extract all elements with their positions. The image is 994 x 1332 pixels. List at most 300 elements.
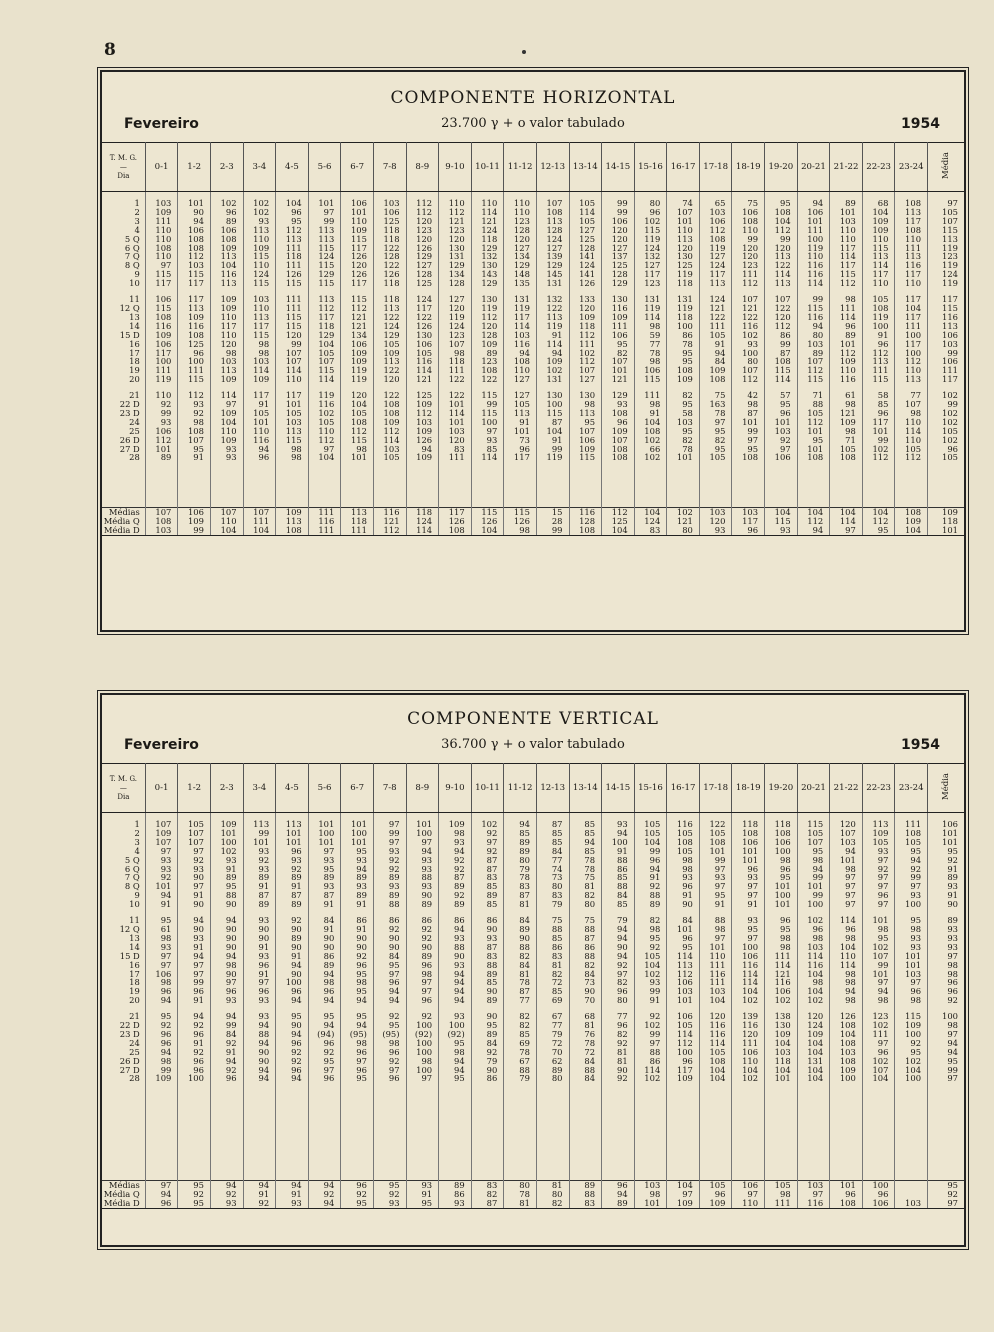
value-cell: 65: [699, 199, 732, 208]
value-cell: 96: [145, 1199, 178, 1208]
value-cell: 94: [439, 847, 472, 856]
value-cell: 112: [667, 970, 700, 979]
value-cell: 109: [699, 366, 732, 375]
value-cell: 117: [895, 295, 928, 304]
value-cell: 110: [243, 261, 276, 270]
value-cell: 97: [797, 1190, 830, 1199]
value-cell: 104: [634, 418, 667, 427]
value-cell: 94: [276, 1074, 309, 1083]
value-cell: 92: [276, 916, 309, 925]
value-cell: 117: [178, 279, 211, 288]
value-cell: 102: [895, 1057, 928, 1066]
value-cell: 92: [406, 934, 439, 943]
value-cell: 112: [569, 357, 602, 366]
value-cell: 93: [895, 891, 928, 900]
value-cell: 93: [210, 445, 243, 454]
value-cell: 104: [210, 261, 243, 270]
value-cell: 94: [308, 970, 341, 979]
value-cell: 97: [373, 1066, 406, 1075]
value-cell: 98: [634, 357, 667, 366]
value-cell: 93: [210, 996, 243, 1005]
value-cell: 124: [439, 322, 472, 331]
value-cell: 115: [797, 304, 830, 313]
value-cell: 111: [732, 1039, 765, 1048]
value-cell: 127: [504, 375, 537, 384]
value-cell: 101: [602, 366, 635, 375]
value-cell: 96: [862, 1190, 895, 1199]
value-cell: 113: [276, 235, 309, 244]
value-cell: 99: [862, 436, 895, 445]
value-cell: 101: [178, 199, 211, 208]
value-cell: 79: [471, 1057, 504, 1066]
hour-column-header: 20-21: [797, 143, 830, 192]
value-cell: 107: [732, 295, 765, 304]
month-label: Fevereiro: [124, 116, 199, 132]
value-cell: [895, 1181, 928, 1190]
value-cell: 96: [145, 987, 178, 996]
value-cell: 100: [862, 1181, 895, 1190]
value-cell: 94: [178, 952, 211, 961]
value-cell: 96: [667, 882, 700, 891]
value-cell: 93: [243, 916, 276, 925]
value-cell: 125: [406, 279, 439, 288]
value-cell: 115: [797, 820, 830, 829]
value-cell: 109: [536, 357, 569, 366]
value-cell: 112: [862, 453, 895, 462]
value-cell: 87: [471, 1199, 504, 1208]
value-cell: 101: [797, 427, 830, 436]
mean-cell: 92: [947, 1189, 958, 1200]
value-cell: 105: [308, 349, 341, 358]
row-label: 25: [102, 1048, 145, 1057]
value-cell: 121: [830, 409, 863, 418]
mean-cell: 97: [947, 950, 958, 961]
row-label: Médias: [102, 1181, 145, 1190]
value-cell: 106: [178, 226, 211, 235]
value-cell: 112: [406, 208, 439, 217]
value-cell: 97: [145, 847, 178, 856]
value-cell: 121: [341, 322, 374, 331]
value-cell: 93: [341, 856, 374, 865]
hour-column-header: 23-24: [895, 764, 928, 813]
value-cell: 98: [341, 445, 374, 454]
value-cell: 127: [504, 391, 537, 400]
value-cell: 92: [895, 1039, 928, 1048]
value-cell: 126: [569, 279, 602, 288]
hour-column-header: 7-8: [373, 143, 406, 192]
mean-cell: 119: [942, 260, 958, 271]
value-cell: 101: [765, 900, 798, 909]
value-cell: 90: [210, 943, 243, 952]
value-cell: 118: [341, 517, 374, 526]
value-cell: 104: [602, 526, 635, 535]
value-cell: 89: [439, 900, 472, 909]
value-cell: 101: [406, 820, 439, 829]
value-cell: 115: [830, 270, 863, 279]
value-cell: 94: [243, 1074, 276, 1083]
value-cell: 95: [308, 1012, 341, 1021]
value-cell: 108: [699, 235, 732, 244]
value-cell: 122: [765, 261, 798, 270]
value-cell: 77: [536, 856, 569, 865]
value-cell: 106: [797, 208, 830, 217]
row-label: 17: [102, 970, 145, 979]
value-cell: 115: [797, 375, 830, 384]
summary-row: [102, 526, 964, 535]
row-label: 2: [102, 208, 145, 217]
row-label: 16: [102, 961, 145, 970]
value-cell: 79: [504, 865, 537, 874]
value-cell: 116: [797, 961, 830, 970]
day-header-line: Dia: [117, 171, 130, 180]
value-cell: 100: [406, 1066, 439, 1075]
value-cell: 113: [862, 357, 895, 366]
value-cell: 89: [471, 891, 504, 900]
value-cell: 108: [178, 427, 211, 436]
value-cell: 139: [732, 1012, 765, 1021]
value-cell: 117: [341, 244, 374, 253]
value-cell: 105: [797, 829, 830, 838]
value-cell: 99: [895, 873, 928, 882]
value-cell: 82: [569, 891, 602, 900]
value-cell: 80: [536, 882, 569, 891]
row-label: 3: [102, 838, 145, 847]
value-cell: 113: [667, 235, 700, 244]
value-cell: 82: [569, 961, 602, 970]
value-cell: 124: [536, 235, 569, 244]
mean-cell: 94: [947, 1046, 958, 1057]
value-cell: 90: [373, 934, 406, 943]
value-cell: 113: [243, 820, 276, 829]
value-cell: 119: [145, 375, 178, 384]
value-cell: 101: [210, 829, 243, 838]
value-cell: 131: [536, 279, 569, 288]
value-cell: 120: [732, 1030, 765, 1039]
value-cell: 130: [765, 1021, 798, 1030]
value-cell: 88: [699, 916, 732, 925]
value-cell: 93: [145, 943, 178, 952]
value-cell: 85: [569, 847, 602, 856]
value-cell: 97: [471, 427, 504, 436]
hour-column-header: 13-14: [569, 143, 602, 192]
value-cell: 115: [471, 409, 504, 418]
value-cell: 96: [243, 453, 276, 462]
value-cell: 109: [243, 375, 276, 384]
value-cell: 86: [373, 916, 406, 925]
row-label: Médias: [102, 508, 145, 517]
value-cell: 119: [536, 453, 569, 462]
value-cell: 77: [895, 391, 928, 400]
hour-column-header: 5-6: [308, 764, 341, 813]
day-header-line: T. M. G.: [109, 153, 138, 162]
value-cell: 90: [210, 934, 243, 943]
value-cell: 96: [243, 961, 276, 970]
row-label: 21: [102, 391, 145, 400]
value-cell: 98: [830, 295, 863, 304]
hour-column-header: 6-7: [341, 143, 374, 192]
value-cell: 96: [178, 1057, 211, 1066]
hour-column-header: 2-3: [210, 143, 243, 192]
value-cell: 87: [536, 418, 569, 427]
value-cell: 101: [667, 217, 700, 226]
value-cell: 99: [765, 340, 798, 349]
value-cell: 98: [797, 856, 830, 865]
value-cell: 110: [504, 208, 537, 217]
hour-column-header: 4-5: [276, 143, 309, 192]
value-cell: 106: [667, 978, 700, 987]
value-cell: 115: [634, 226, 667, 235]
value-cell: 105: [341, 409, 374, 418]
hour-column-header: 15-16: [634, 764, 667, 813]
value-cell: 93: [145, 418, 178, 427]
value-cell: 95: [276, 217, 309, 226]
value-cell: 97: [699, 418, 732, 427]
value-cell: 103: [699, 987, 732, 996]
value-cell: 108: [895, 199, 928, 208]
value-cell: 101: [797, 445, 830, 454]
value-cell: 87: [536, 820, 569, 829]
value-cell: 93: [667, 873, 700, 882]
value-cell: 94: [308, 996, 341, 1005]
value-cell: 93: [373, 882, 406, 891]
value-cell: 124: [308, 252, 341, 261]
data-table: [102, 763, 964, 1209]
value-cell: 98: [439, 349, 472, 358]
value-cell: 100: [862, 322, 895, 331]
value-cell: 95: [341, 847, 374, 856]
value-cell: 81: [504, 900, 537, 909]
value-cell: 100: [536, 400, 569, 409]
value-cell: 93: [243, 217, 276, 226]
value-cell: 118: [765, 820, 798, 829]
hour-column-header: 0-1: [145, 764, 178, 813]
value-cell: 96: [276, 987, 309, 996]
value-cell: 101: [862, 916, 895, 925]
value-cell: 82: [504, 952, 537, 961]
value-cell: 92: [634, 943, 667, 952]
value-cell: 111: [862, 1030, 895, 1039]
value-cell: 113: [308, 226, 341, 235]
value-cell: 122: [373, 391, 406, 400]
value-cell: 96: [862, 409, 895, 418]
value-cell: 137: [602, 252, 635, 261]
value-cell: 101: [732, 847, 765, 856]
value-cell: 128: [569, 517, 602, 526]
value-cell: 131: [536, 375, 569, 384]
value-cell: 95: [667, 357, 700, 366]
value-cell: 120: [699, 1012, 732, 1021]
value-cell: 111: [308, 508, 341, 517]
value-cell: 92: [145, 400, 178, 409]
value-cell: 96: [210, 208, 243, 217]
value-cell: 132: [536, 295, 569, 304]
value-cell: 113: [210, 366, 243, 375]
value-cell: 109: [471, 340, 504, 349]
value-cell: 114: [373, 436, 406, 445]
value-cell: 102: [862, 1021, 895, 1030]
value-cell: 116: [830, 375, 863, 384]
value-cell: 98: [667, 856, 700, 865]
value-cell: 102: [797, 996, 830, 1005]
value-cell: 107: [276, 349, 309, 358]
value-cell: 94: [634, 865, 667, 874]
value-cell: 70: [536, 1048, 569, 1057]
value-cell: 109: [862, 226, 895, 235]
value-cell: 119: [667, 270, 700, 279]
value-cell: 87: [439, 873, 472, 882]
row-label: 3: [102, 217, 145, 226]
mean-cell: 98: [947, 968, 958, 979]
hour-column-header: 0-1: [145, 143, 178, 192]
value-cell: 98: [895, 409, 928, 418]
value-cell: 103: [732, 508, 765, 517]
row-label: 18: [102, 357, 145, 366]
value-cell: 112: [797, 517, 830, 526]
value-cell: 89: [341, 873, 374, 882]
value-cell: 102: [210, 199, 243, 208]
row-label: 4: [102, 847, 145, 856]
value-cell: 103: [797, 1181, 830, 1190]
value-cell: 94: [308, 1181, 341, 1190]
hour-column-header: 3-4: [243, 143, 276, 192]
value-cell: 95: [765, 400, 798, 409]
table-subtitle: 23.700 γ + o valor tabulado: [441, 116, 625, 131]
value-cell: 84: [504, 961, 537, 970]
value-cell: 108: [145, 244, 178, 253]
value-cell: 129: [406, 252, 439, 261]
value-cell: 114: [830, 961, 863, 970]
value-cell: 99: [145, 409, 178, 418]
value-cell: 105: [667, 829, 700, 838]
value-cell: 97: [732, 934, 765, 943]
value-cell: 94: [504, 349, 537, 358]
value-cell: 87: [471, 943, 504, 952]
value-cell: 109: [210, 436, 243, 445]
value-cell: 127: [569, 226, 602, 235]
value-cell: 125: [373, 217, 406, 226]
value-cell: 91: [276, 1190, 309, 1199]
value-cell: 103: [797, 340, 830, 349]
value-cell: 78: [569, 865, 602, 874]
value-cell: 112: [732, 375, 765, 384]
value-cell: 102: [243, 208, 276, 217]
value-cell: 67: [536, 1012, 569, 1021]
value-cell: 85: [536, 934, 569, 943]
value-cell: 99: [797, 873, 830, 882]
value-cell: 109: [210, 244, 243, 253]
value-cell: 100: [830, 1074, 863, 1083]
value-cell: 88: [504, 943, 537, 952]
value-cell: 97: [830, 891, 863, 900]
value-cell: 120: [471, 322, 504, 331]
value-cell: 89: [243, 873, 276, 882]
value-cell: 105: [569, 199, 602, 208]
mean-cell: 102: [942, 407, 958, 418]
value-cell: 96: [667, 934, 700, 943]
value-cell: 88: [536, 925, 569, 934]
hour-column-header: 22-23: [862, 764, 895, 813]
value-cell: 110: [667, 226, 700, 235]
value-cell: 113: [536, 217, 569, 226]
hour-column-header: 17-18: [699, 764, 732, 813]
value-cell: 95: [667, 400, 700, 409]
value-cell: 93: [243, 996, 276, 1005]
value-cell: 127: [569, 375, 602, 384]
value-cell: 95: [667, 349, 700, 358]
value-cell: 90: [471, 1012, 504, 1021]
value-cell: 90: [602, 1066, 635, 1075]
value-cell: 96: [504, 445, 537, 454]
value-cell: 95: [765, 925, 798, 934]
value-cell: 109: [830, 357, 863, 366]
value-cell: 93: [439, 838, 472, 847]
value-cell: 83: [439, 445, 472, 454]
value-cell: 90: [373, 943, 406, 952]
value-cell: 95: [732, 445, 765, 454]
value-cell: 97: [732, 882, 765, 891]
value-cell: 84: [210, 1030, 243, 1039]
blank-rows: [102, 1090, 964, 1181]
value-cell: 100: [797, 900, 830, 909]
value-cell: 94: [602, 829, 635, 838]
value-cell: 109: [667, 375, 700, 384]
value-cell: 117: [308, 313, 341, 322]
value-cell: 92: [276, 865, 309, 874]
value-cell: 84: [471, 1039, 504, 1048]
value-cell: 80: [797, 331, 830, 340]
hour-column-header: 21-22: [830, 764, 863, 813]
value-cell: 111: [699, 978, 732, 987]
value-cell: 118: [765, 1057, 798, 1066]
value-cell: 116: [699, 970, 732, 979]
value-cell: 91: [243, 882, 276, 891]
value-cell: 108: [830, 453, 863, 462]
value-cell: 82: [602, 349, 635, 358]
value-cell: 95: [699, 891, 732, 900]
value-cell: 111: [895, 820, 928, 829]
value-cell: 94: [276, 1030, 309, 1039]
value-cell: 103: [243, 357, 276, 366]
value-cell: 116: [797, 313, 830, 322]
value-cell: 88: [373, 900, 406, 909]
value-cell: 120: [602, 226, 635, 235]
value-cell: 108: [732, 453, 765, 462]
value-cell: 88: [602, 882, 635, 891]
value-cell: 95: [439, 1039, 472, 1048]
value-cell: 117: [504, 313, 537, 322]
value-cell: 86: [341, 916, 374, 925]
value-cell: 97: [830, 900, 863, 909]
value-cell: 122: [439, 391, 472, 400]
value-cell: 110: [210, 427, 243, 436]
value-cell: 101: [667, 453, 700, 462]
hour-column-header: 12-13: [536, 764, 569, 813]
value-cell: 90: [308, 934, 341, 943]
value-cell: 108: [569, 526, 602, 535]
value-cell: 87: [765, 349, 798, 358]
value-cell: 101: [830, 856, 863, 865]
value-cell: 108: [765, 829, 798, 838]
value-cell: 120: [439, 304, 472, 313]
value-cell: 111: [276, 304, 309, 313]
value-cell: 92: [471, 829, 504, 838]
value-cell: 92: [373, 1190, 406, 1199]
value-cell: 102: [308, 409, 341, 418]
value-cell: 86: [569, 943, 602, 952]
value-cell: 126: [504, 517, 537, 526]
value-cell: 102: [536, 366, 569, 375]
value-cell: 94: [406, 847, 439, 856]
